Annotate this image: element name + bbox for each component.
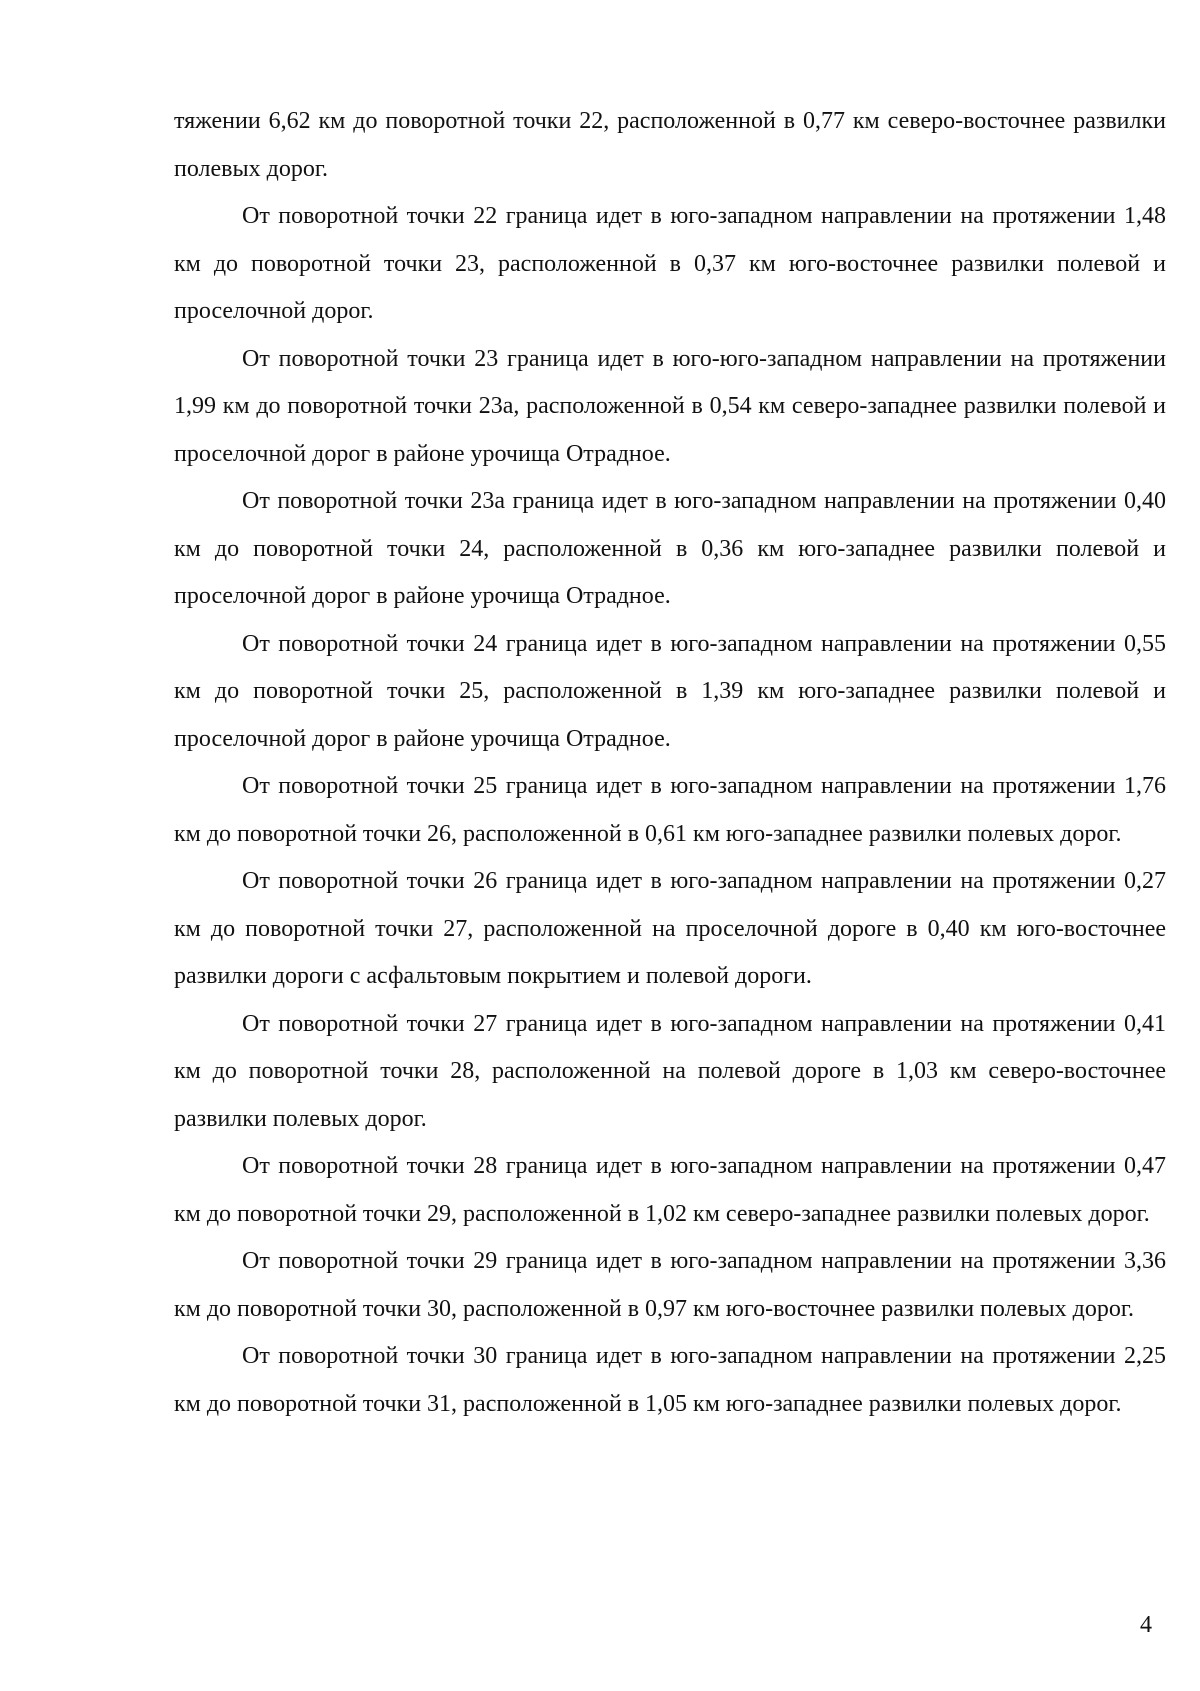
paragraph: От поворотной точки 25 граница идет в юго-западном направлении на протяжении 1,76 км до поворотной точки 26, расположенной в 0,61 км юго-западнее развилки полевых дорог.	[174, 773, 1166, 847]
paragraph: От поворотной точки 30 граница идет в юго-западном направлении на протяжении 2,25 км до поворотной точки 31, расположенной в 1,05 км юго-западнее развилки полевых дорог.	[174, 1343, 1166, 1417]
paragraph: От поворотной точки 27 граница идет в юго-западном направлении на протяжении 0,41 км до поворотной точки 28, расположенной на полевой дороге в 1,03 км северо-восточнее развилки полевых дорог.	[174, 1010, 1166, 1132]
paragraph: От поворотной точки 29 граница идет в юго-западном направлении на протяжении 3,36 км до поворотной точки 30, расположенной в 0,97 км юго-восточнее развилки полевых дорог.	[174, 1248, 1166, 1322]
document-body	[174, 98, 1166, 1428]
paragraph: От поворотной точки 23а граница идет в юго-западном направлении на протяжении 0,40 км до поворотной точки 24, расположенной в 0,36 км юго-западнее развилки полевой и проселочной дорог в районе урочища Отрадное.	[174, 488, 1166, 609]
paragraph: От поворотной точки 24 граница идет в юго-западном направлении на протяжении 0,55 км до поворотной точки 25, расположенной в 1,39 км юго-западнее развилки полевой и проселочной дорог в районе урочища Отрадное.	[174, 630, 1166, 752]
paragraph: От поворотной точки 22 граница идет в юго-западном направлении на протяжении 1,48 км до поворотной точки 23, расположенной в 0,37 км юго-восточнее развилки полевой и проселочной дорог.	[174, 203, 1166, 324]
paragraph: От поворотной точки 23 граница идет в юго-юго-западном направлении на протяжении 1,99 км до поворотной точки 23а, расположенной в 0,54 км северо-западнее развилки полевой и проселочной дорог в районе урочища Отрадное.	[174, 345, 1166, 467]
paragraph: От поворотной точки 26 граница идет в юго-западном направлении на протяжении 0,27 км до поворотной точки 27, расположенной на проселочной дороге в 0,40 км юго-восточнее развилки дороги с асфальтовым покрытием и полевой дороги.	[174, 868, 1166, 989]
page-number: 4	[1140, 1612, 1152, 1638]
paragraph-continuation: тяжении 6,62 км до поворотной точки 22, расположенной в 0,77 км северо-восточнее развилки полевых дорог.	[174, 108, 1166, 182]
paragraph: От поворотной точки 28 граница идет в юго-западном направлении на протяжении 0,47 км до поворотной точки 29, расположенной в 1,02 км северо-западнее развилки полевых дорог.	[174, 1153, 1166, 1227]
